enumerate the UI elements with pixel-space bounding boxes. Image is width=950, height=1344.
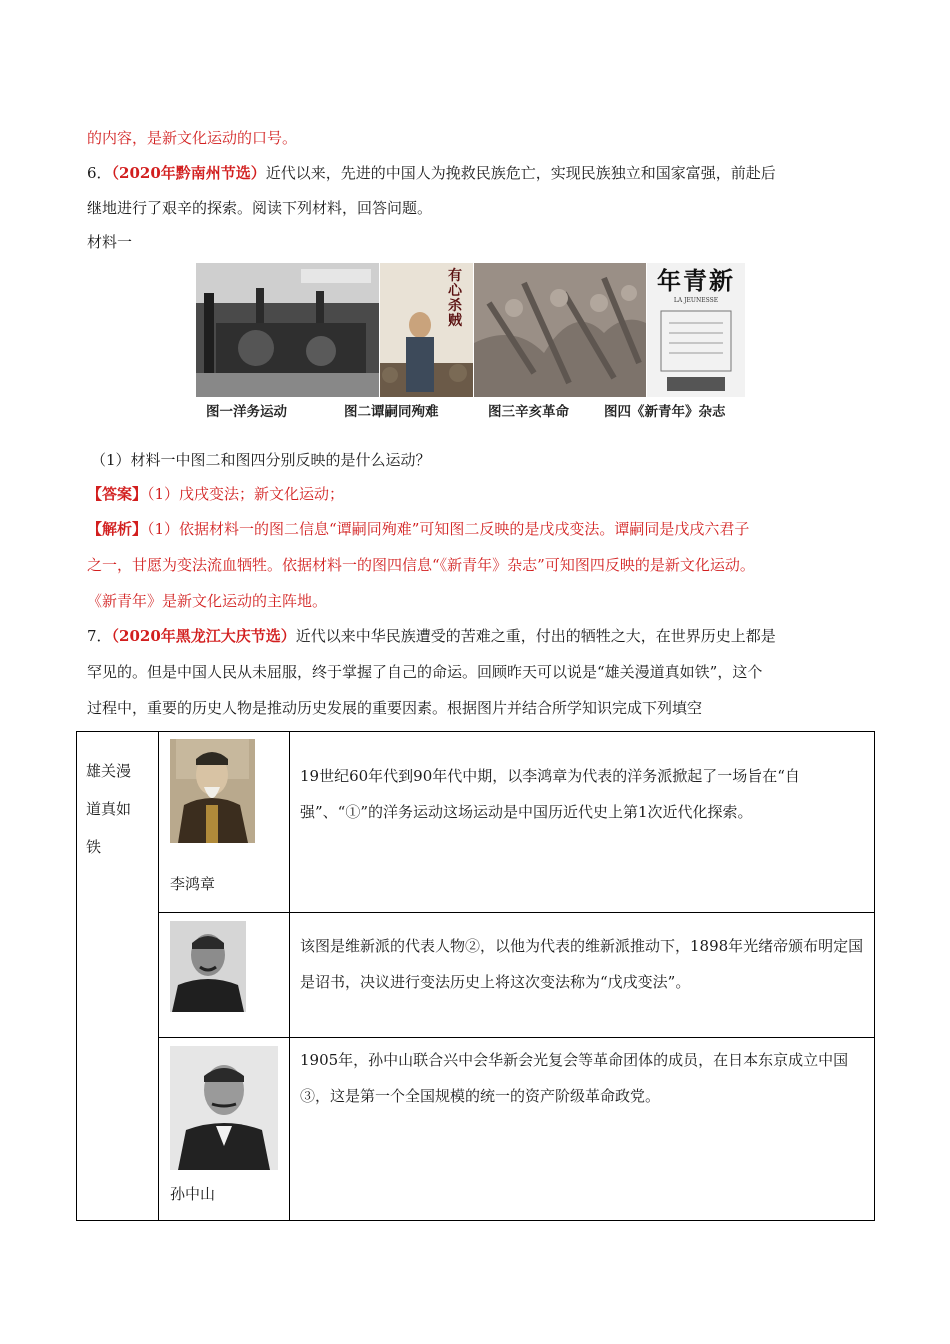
sun-yatsen-name: 孙中山: [170, 1185, 216, 1203]
analysis-tag: 【解析】: [87, 520, 148, 538]
q7-line1: [87, 626, 776, 646]
row1-text-cell: [290, 732, 875, 913]
q7-stem-line2: 罕见的。但是中国人民从未屈服，终于掌握了自己的命运。回顾昨天可以说是“雄关漫道真如铁”，这个: [87, 663, 763, 681]
analysis-line1-text: （1）依据材料一的图二信息“谭嗣同殉难”可知图二反映的是戊戌变法。谭嗣同是戊戌六君子: [147, 520, 750, 538]
portrait-cell: [159, 913, 290, 1038]
fig3-xinhai-relief-image: [474, 263, 646, 397]
row2-text-cell: [290, 913, 875, 1038]
li-hongzhang-portrait: [170, 739, 255, 843]
table-row: [77, 732, 875, 913]
fig1-yangwu-image: [196, 263, 379, 397]
caption-fig2: 图二谭嗣同殉难: [344, 404, 439, 420]
table-row: [77, 913, 875, 1038]
intro-tail: 的内容，是新文化运动的口号。: [87, 129, 298, 147]
caption-fig3: 图三辛亥革命: [488, 404, 569, 420]
caption-fig4: 图四《新青年》杂志: [604, 404, 726, 420]
kang-youwei-portrait: [170, 921, 246, 1012]
portrait-cell: [159, 1038, 290, 1221]
answer-text: （1）戊戌变法；新文化运动；: [147, 485, 345, 503]
q6-analysis-line1: [87, 519, 749, 539]
history-figures-table: [76, 731, 875, 1221]
q6-stem-line2: 继地进行了艰辛的探索。阅读下列材料，回答问题。: [87, 199, 433, 217]
q6-sub1-question: （1）材料一中图二和图四分别反映的是什么运动？: [91, 451, 431, 469]
fig4-masthead: 新青年: [657, 266, 735, 295]
q6-source: （2020年黔南州节选）: [111, 164, 266, 182]
q7-stem-line1: 近代以来中华民族遭受的苦难之重，付出的牺牲之大，在世界历史上都是: [295, 627, 776, 645]
table-heading: 雄关漫道真如铁: [86, 762, 132, 856]
fig4-xinqingnian-cover-image: [647, 263, 745, 397]
q6-line1: [87, 163, 776, 183]
fig2-tan-sitong-image: [380, 263, 473, 397]
q6-analysis-line2: 之一，甘愿为变法流血牺牲。依据材料一的图四信息“《新青年》杂志”可知图四反映的是新文化运动。: [87, 556, 755, 574]
q6-stem-line1: 近代以来，先进的中国人为挽救民族危亡，实现民族独立和国家富强，前赴后: [265, 164, 776, 182]
portrait-cell: [159, 732, 290, 913]
row3-text: 1905年，孙中山联合兴中会华新会光复会等革命团体的成员，在日本东京成立中国③，这是第一个全国规模的统一的资产阶级革命政党。: [300, 1051, 849, 1105]
table-row: [77, 1038, 875, 1221]
li-hongzhang-name: 李鸿章: [170, 875, 216, 893]
row3-text-cell: [290, 1038, 875, 1221]
fig2-calligraphy: 有心杀贼: [448, 268, 462, 329]
caption-fig1: 图一洋务运动: [206, 404, 287, 420]
q6-number: 6．: [87, 164, 112, 182]
row2-text: 该图是维新派的代表人物②，以他为代表的维新派推动下，1898年光绪帝颁布明定国是诏书，决议进行变法历史上将这次变法称为“戊戌变法”。: [300, 937, 864, 991]
row1-text: 19世纪60年代到90年代中期，以李鸿章为代表的洋务派掀起了一场旨在“自强”、“①”的洋务运动这场运动是中国历近代史上第1次近代化探索。: [300, 767, 800, 821]
q7-number: 7．: [87, 627, 112, 645]
q6-answer: [87, 484, 344, 504]
q7-stem-line3: 过程中，重要的历史人物是推动历史发展的重要因素。根据图片并结合所学知识完成下列填空: [87, 699, 703, 717]
fig4-subtitle: LA JEUNESSE: [673, 297, 719, 304]
q7-source: （2020年黑龙江大庆节选）: [111, 627, 296, 645]
table-heading-cell: [77, 732, 159, 1221]
sun-yatsen-portrait: [170, 1046, 278, 1170]
q6-analysis-line3: 《新青年》是新文化运动的主阵地。: [87, 592, 328, 610]
q6-material-label: 材料一: [87, 233, 133, 251]
answer-tag: 【答案】: [87, 485, 148, 503]
